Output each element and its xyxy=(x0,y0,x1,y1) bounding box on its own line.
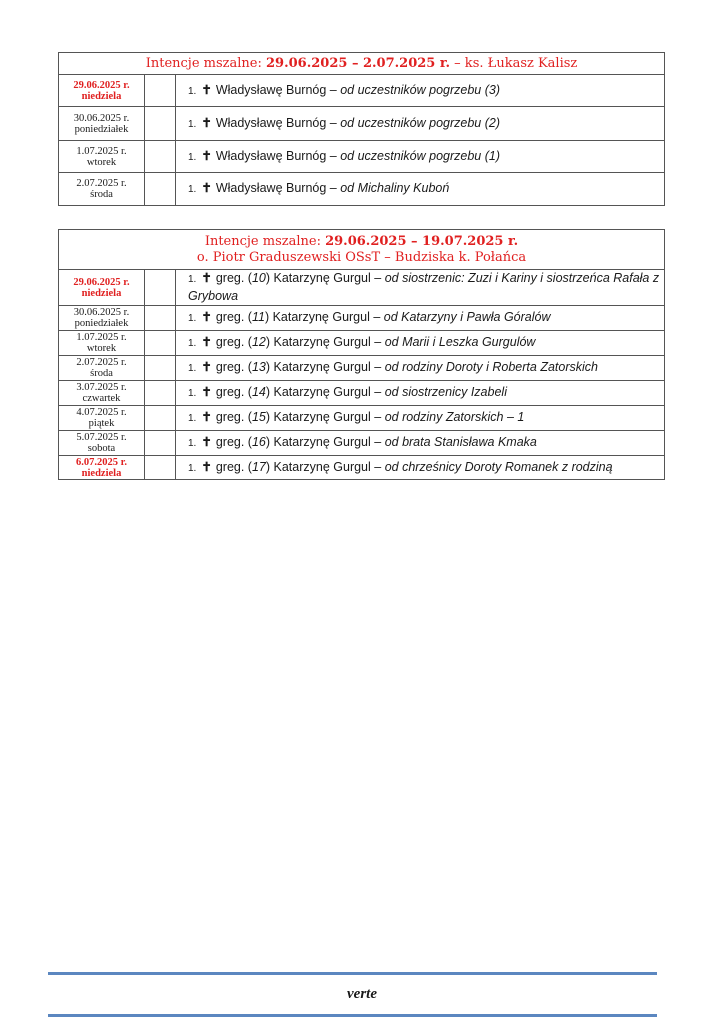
intentions-table-graduszewski xyxy=(58,229,665,480)
date-cell xyxy=(59,306,145,331)
time-cell xyxy=(145,270,176,306)
intention-name: ) Katarzynę Gurgul – xyxy=(265,360,385,374)
weekday-text: niedziela xyxy=(81,287,122,299)
time-cell xyxy=(145,141,176,173)
entry-number: 1. xyxy=(188,274,197,285)
intention-cell xyxy=(176,381,665,406)
gregorian-number: 16 xyxy=(251,435,266,449)
intention-from: od Michaliny Kuboń xyxy=(340,181,450,195)
footer-verte: verte xyxy=(347,986,377,1002)
entry-number: 1. xyxy=(188,118,197,130)
entry-number: 1. xyxy=(188,363,197,374)
intention-name: ) Katarzynę Gurgul – xyxy=(264,310,384,324)
date-text: 29.06.2025 r. xyxy=(73,276,130,288)
table-row xyxy=(59,406,665,431)
table-row xyxy=(59,173,665,206)
entry-number: 1. xyxy=(188,338,197,349)
gregorian-label: greg. ( xyxy=(215,310,252,324)
intention-from: od uczestników pogrzebu (2) xyxy=(340,115,501,130)
weekday-text: wtorek xyxy=(86,156,117,168)
date-text: 4.07.2025 r. xyxy=(76,407,127,418)
date-text: 30.06.2025 r. xyxy=(73,307,130,318)
cross-icon: ✝ xyxy=(201,181,212,195)
date-text: 2.07.2025 r. xyxy=(76,357,127,368)
weekday-text: niedziela xyxy=(81,467,122,479)
gregorian-number: 12 xyxy=(251,335,266,349)
intention-from: od rodziny Doroty i Roberta Zatorskich xyxy=(384,360,598,374)
intention-name: Władysławę Burnóg – xyxy=(215,82,341,97)
entry-number: 1. xyxy=(188,313,197,324)
intention-cell xyxy=(176,431,665,456)
time-cell xyxy=(145,173,176,206)
date-cell xyxy=(59,356,145,381)
table-body xyxy=(59,270,665,480)
intention-name: ) Katarzynę Gurgul – xyxy=(265,435,385,449)
gregorian-label: greg. ( xyxy=(215,435,252,449)
intention-from: od siostrzenic: Zuzi i Kariny i siostrzeńca Rafała z Grybowa xyxy=(188,271,660,303)
date-text: 1.07.2025 r. xyxy=(76,145,127,157)
header-prefix: Intencje mszalne: xyxy=(204,233,326,249)
weekday-text: czwartek xyxy=(82,393,121,404)
time-cell xyxy=(145,406,176,431)
time-cell xyxy=(145,456,176,480)
intention-from: od Marii i Leszka Gurgulów xyxy=(384,335,536,349)
date-cell xyxy=(59,406,145,431)
date-text: 3.07.2025 r. xyxy=(76,382,127,393)
intention-from: od brata Stanisława Kmaka xyxy=(384,435,537,449)
footer-rule-top xyxy=(48,972,657,975)
cross-icon: ✝ xyxy=(201,459,212,474)
entry-number: 1. xyxy=(188,151,197,163)
table-row xyxy=(59,381,665,406)
date-cell xyxy=(59,456,145,480)
header-date-range: 29.06.2025 – 19.07.2025 r. xyxy=(325,233,519,249)
date-text: 2.07.2025 r. xyxy=(76,178,127,189)
intention-name: ) Katarzynę Gurgul – xyxy=(265,459,385,474)
date-text: 1.07.2025 r. xyxy=(76,332,127,343)
cross-icon: ✝ xyxy=(201,385,212,399)
date-text: 6.07.2025 r. xyxy=(76,456,127,468)
intention-name: ) Katarzynę Gurgul – xyxy=(265,335,385,349)
intention-name: ) Katarzynę Gurgul – xyxy=(265,271,385,285)
entry-number: 1. xyxy=(188,462,197,474)
table-header xyxy=(59,53,665,75)
weekday-text: wtorek xyxy=(86,343,117,354)
intention-cell xyxy=(176,75,665,107)
gregorian-label: greg. ( xyxy=(215,410,252,424)
cross-icon: ✝ xyxy=(201,271,212,285)
intention-cell xyxy=(176,107,665,141)
gregorian-number: 14 xyxy=(251,385,266,399)
gregorian-label: greg. ( xyxy=(215,385,252,399)
table-row xyxy=(59,270,665,306)
intentions-table-kalisz xyxy=(58,52,665,206)
intention-from: od chrześnicy Doroty Romanek z rodziną xyxy=(384,459,613,474)
intention-from: od uczestników pogrzebu (1) xyxy=(340,148,501,163)
gregorian-number: 17 xyxy=(251,459,266,474)
intention-name: Władysławę Burnóg – xyxy=(215,148,341,163)
date-cell xyxy=(59,381,145,406)
time-cell xyxy=(145,107,176,141)
table-header xyxy=(59,230,665,270)
entry-number: 1. xyxy=(188,388,197,399)
time-cell xyxy=(145,306,176,331)
cross-icon: ✝ xyxy=(201,310,212,324)
header-priest: – ks. Łukasz Kalisz xyxy=(450,55,578,71)
weekday-text: środa xyxy=(90,368,113,379)
gregorian-label: greg. ( xyxy=(215,459,252,474)
weekday-text: piątek xyxy=(88,418,115,429)
intention-from: od rodziny Zatorskich – 1 xyxy=(384,410,525,424)
gregorian-number: 13 xyxy=(251,360,266,374)
entry-number: 1. xyxy=(188,184,197,195)
table-row xyxy=(59,141,665,173)
footer-rule-bottom xyxy=(48,1014,657,1017)
cross-icon: ✝ xyxy=(201,148,212,163)
cross-icon: ✝ xyxy=(201,435,212,449)
intention-name: Władysławę Burnóg – xyxy=(215,115,341,130)
table-body xyxy=(59,75,665,206)
weekday-text: niedziela xyxy=(81,90,122,102)
header-date-range: 29.06.2025 – 2.07.2025 r. xyxy=(266,55,451,71)
intention-name: ) Katarzynę Gurgul – xyxy=(265,385,385,399)
date-cell xyxy=(59,431,145,456)
header-prefix: Intencje mszalne: xyxy=(145,55,266,71)
intention-cell xyxy=(176,306,665,331)
date-cell xyxy=(59,270,145,306)
intention-cell xyxy=(176,270,665,306)
table-row xyxy=(59,107,665,141)
intention-cell xyxy=(176,173,665,206)
cross-icon: ✝ xyxy=(201,410,212,424)
intention-from: od Katarzyny i Pawła Góralów xyxy=(383,310,551,324)
intention-cell xyxy=(176,331,665,356)
intention-from: od siostrzenicy Izabeli xyxy=(384,385,507,399)
date-cell xyxy=(59,173,145,206)
entry-number: 1. xyxy=(188,438,197,449)
table-row xyxy=(59,331,665,356)
date-text: 30.06.2025 r. xyxy=(73,112,130,124)
table-row xyxy=(59,356,665,381)
time-cell xyxy=(145,356,176,381)
gregorian-label: greg. ( xyxy=(215,335,252,349)
gregorian-number: 15 xyxy=(251,410,266,424)
weekday-text: środa xyxy=(90,189,113,200)
intention-name: ) Katarzynę Gurgul – xyxy=(265,410,385,424)
intention-cell xyxy=(176,456,665,480)
date-cell xyxy=(59,75,145,107)
cross-icon: ✝ xyxy=(201,115,212,130)
time-cell xyxy=(145,75,176,107)
gregorian-label: greg. ( xyxy=(215,271,252,285)
table-row xyxy=(59,75,665,107)
gregorian-number: 11 xyxy=(251,310,265,324)
weekday-text: poniedziałek xyxy=(74,123,129,135)
table-row xyxy=(59,306,665,331)
weekday-text: poniedziałek xyxy=(74,318,129,329)
cross-icon: ✝ xyxy=(201,82,212,97)
entry-number: 1. xyxy=(188,413,197,424)
cross-icon: ✝ xyxy=(201,335,212,349)
gregorian-label: greg. ( xyxy=(215,360,252,374)
date-text: 29.06.2025 r. xyxy=(73,79,130,91)
cross-icon: ✝ xyxy=(201,360,212,374)
date-cell xyxy=(59,107,145,141)
time-cell xyxy=(145,431,176,456)
table-row xyxy=(59,431,665,456)
date-text: 5.07.2025 r. xyxy=(76,432,127,443)
time-cell xyxy=(145,381,176,406)
date-cell xyxy=(59,141,145,173)
header-priest: o. Piotr Graduszewski OSsT – Budziska k. Połańca xyxy=(196,249,527,265)
gregorian-number: 10 xyxy=(251,271,266,285)
table-row xyxy=(59,456,665,480)
date-cell xyxy=(59,331,145,356)
intention-cell xyxy=(176,406,665,431)
weekday-text: sobota xyxy=(87,443,116,454)
intention-cell xyxy=(176,141,665,173)
intention-cell xyxy=(176,356,665,381)
intention-name: Władysławę Burnóg – xyxy=(215,181,341,195)
intention-from: od uczestników pogrzebu (3) xyxy=(340,82,501,97)
entry-number: 1. xyxy=(188,85,197,97)
time-cell xyxy=(145,331,176,356)
